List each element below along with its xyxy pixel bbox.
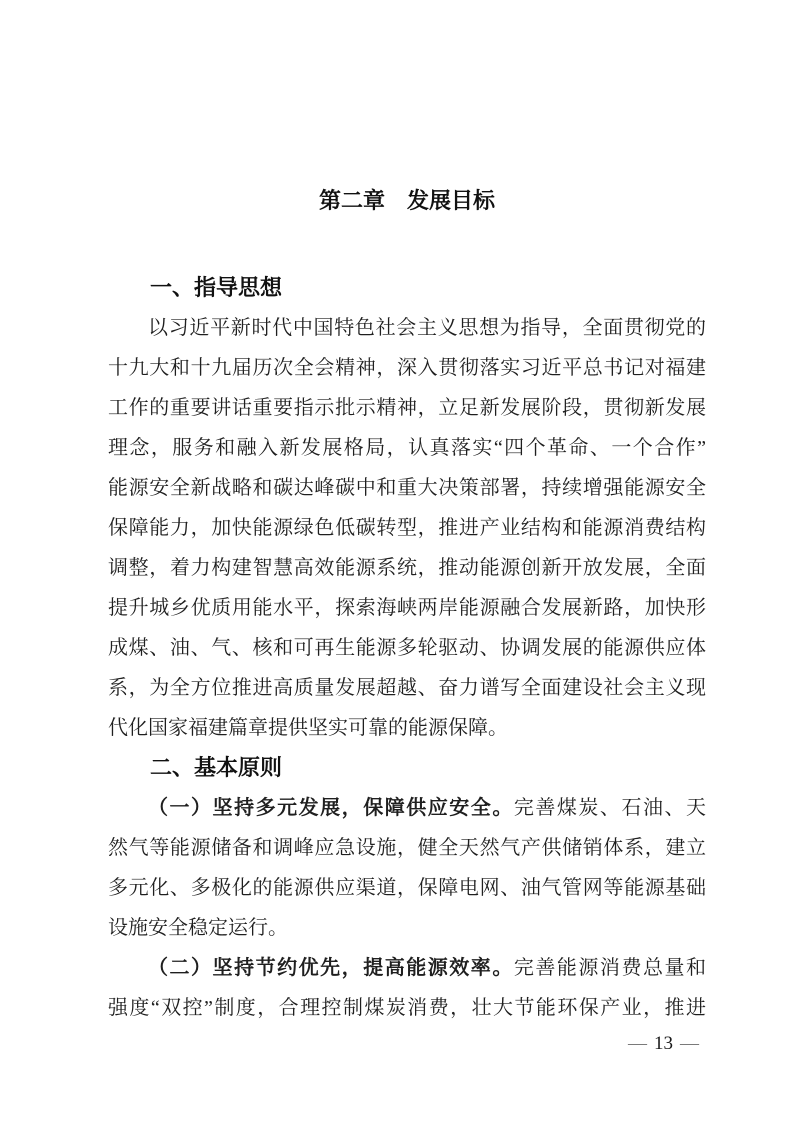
text-line xyxy=(108,868,706,908)
text-run: 理念，服务和融入新发展格局，认真落实“四个革命、一个合作” xyxy=(108,437,706,459)
text-line xyxy=(108,828,706,868)
text-run: 系，为全方位推进高质量发展超越、奋力谱写全面建设社会主义现 xyxy=(108,677,706,699)
text-run: 完善能源消费总量和 xyxy=(513,957,706,979)
text-line xyxy=(108,628,706,668)
text-line xyxy=(108,908,706,948)
text-run: 完善煤炭、石油、天 xyxy=(513,797,706,819)
text-run: 十九大和十九届历次全会精神，深入贯彻落实习近平总书记对福建 xyxy=(108,357,706,379)
text-line xyxy=(108,308,706,348)
text-run: 调整，着力构建智慧高效能源系统，推动能源创新开放发展，全面 xyxy=(108,557,706,579)
text-run: 强度“双控”制度，合理控制煤炭消费，壮大节能环保产业，推进 xyxy=(108,997,706,1019)
text-line xyxy=(108,668,706,708)
chapter-title: 第二章 发展目标 xyxy=(318,188,495,213)
text-run: 代化国家福建篇章提供坚实可靠的能源保障。 xyxy=(108,717,508,739)
text-run: 能源安全新战略和碳达峰碳中和重大决策部署，持续增强能源安全 xyxy=(108,477,706,499)
text-run: 多元化、多极化的能源供应渠道，保障电网、油气管网等能源基础 xyxy=(108,877,706,899)
text-line xyxy=(108,428,706,468)
text-line xyxy=(108,788,706,828)
footer-dash-left: — xyxy=(628,1033,647,1054)
text-run: 设施安全稳定运行。 xyxy=(108,917,288,939)
section-heading: 二、基本原则 xyxy=(150,755,283,780)
section-heading: 一、指导思想 xyxy=(150,275,283,300)
text-run: 成煤、油、气、核和可再生能源多轮驱动、协调发展的能源供应体 xyxy=(108,637,706,659)
text-run: 保障能力，加快能源绿色低碳转型，推进产业结构和能源消费结构 xyxy=(108,517,706,539)
text-run-bold: （二）坚持节约优先，提高能源效率。 xyxy=(148,957,514,979)
text-run: 工作的重要讲话重要指示批示精神，立足新发展阶段，贯彻新发展 xyxy=(108,397,706,419)
text-line xyxy=(108,548,706,588)
text-line xyxy=(108,588,706,628)
text-line xyxy=(108,988,706,1028)
text-line xyxy=(108,508,706,548)
text-line xyxy=(108,388,706,428)
text-column xyxy=(108,0,706,1056)
text-run: 然气等能源储备和调峰应急设施，健全天然气产供储销体系，建立 xyxy=(108,837,706,859)
text-line xyxy=(108,948,706,988)
text-run: 以习近平新时代中国特色社会主义思想为指导，全面贯彻党的 xyxy=(148,317,706,339)
text-run-bold: （一）坚持多元发展，保障供应安全。 xyxy=(148,797,514,819)
text-line xyxy=(108,348,706,388)
footer-dash-right: — xyxy=(680,1033,699,1054)
text-run: 提升城乡优质用能水平，探索海峡两岸能源融合发展新路，加快形 xyxy=(108,597,706,619)
document-body xyxy=(108,268,706,1028)
page-footer xyxy=(108,1032,706,1056)
text-line xyxy=(108,708,706,748)
text-line xyxy=(108,468,706,508)
page-number: 13 xyxy=(654,1033,673,1054)
